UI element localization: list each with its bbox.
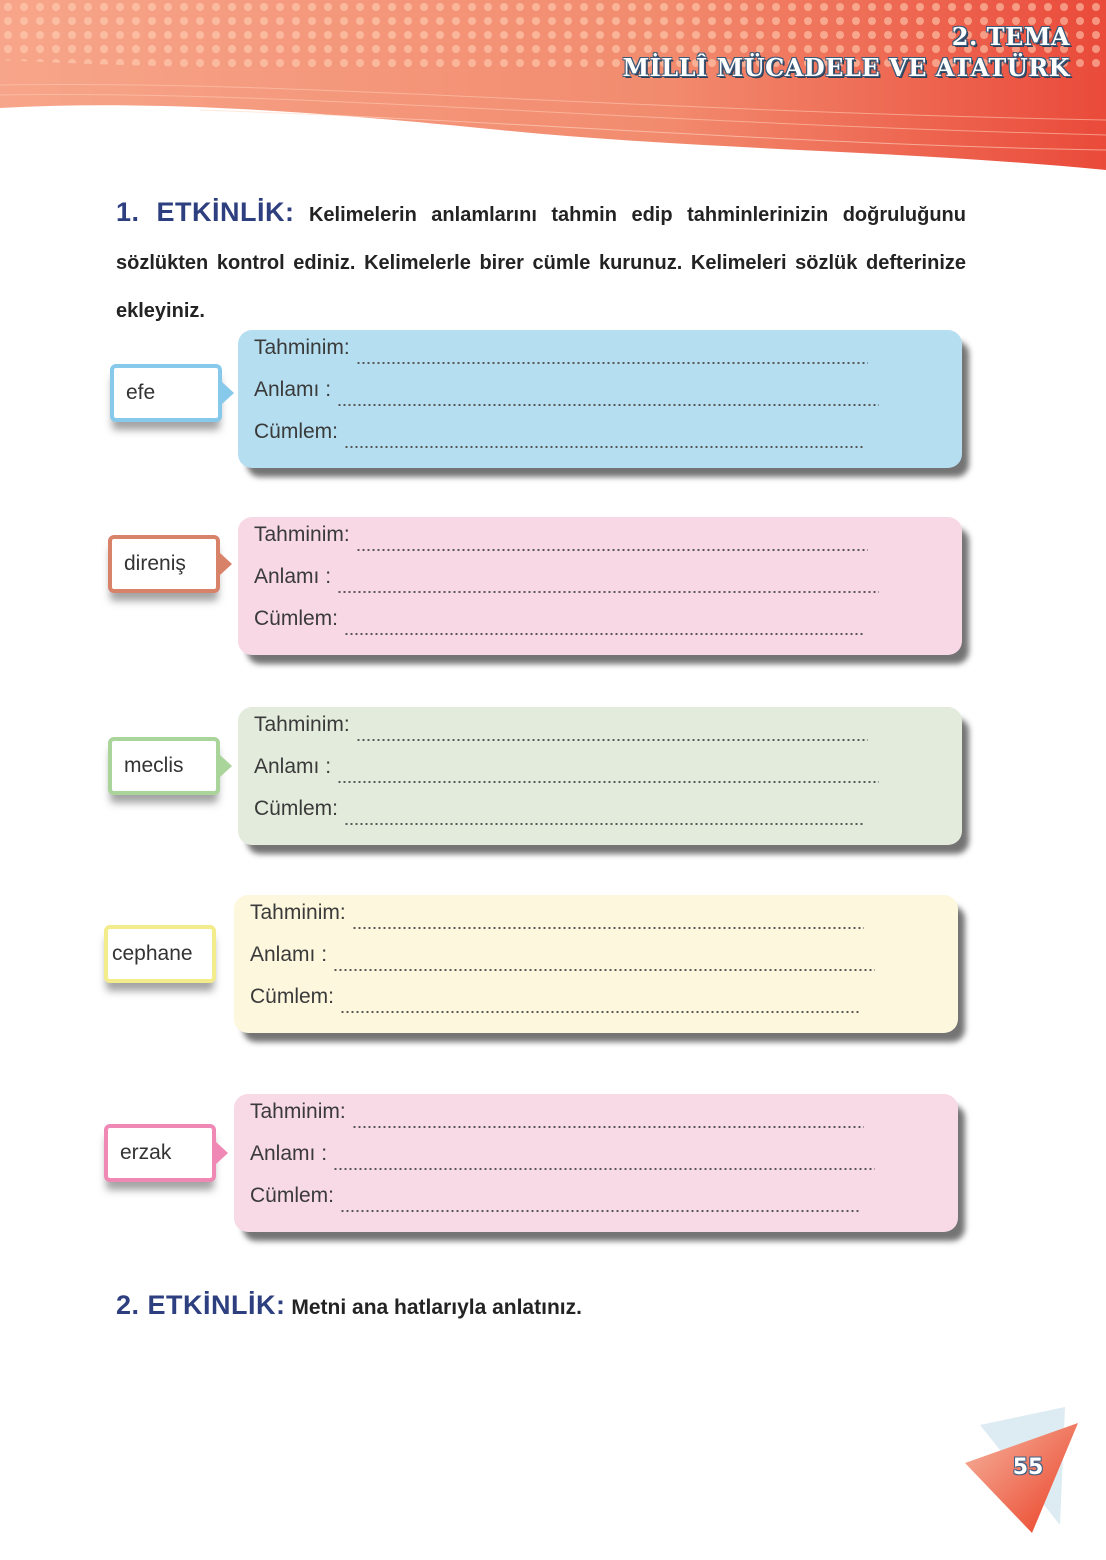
theme-number: 2. TEMA bbox=[951, 22, 1070, 51]
guess-field[interactable]: Tahminim: bbox=[254, 523, 962, 565]
activity-1-text: Kelimelerin anlamlarını tahmin edip tahminlerinizin doğruluğunu sözlükten kontrol ediniz. Kelimelerle birer cümle kurunuz. Kelimeleri sözlük defterinize ekleyiniz. bbox=[116, 204, 966, 322]
meaning-blank[interactable] bbox=[337, 591, 879, 593]
sentence-blank[interactable] bbox=[340, 1011, 860, 1013]
answer-card bbox=[238, 330, 962, 468]
meaning-field[interactable]: Anlamı : bbox=[250, 1142, 958, 1184]
meaning-field[interactable]: Anlamı : bbox=[250, 943, 958, 985]
meaning-field[interactable]: Anlamı : bbox=[254, 755, 962, 797]
guess-blank[interactable] bbox=[352, 1126, 864, 1128]
page-number: 55 bbox=[1012, 1455, 1044, 1480]
word-row-direnis bbox=[100, 517, 980, 667]
arrow-icon bbox=[220, 755, 232, 777]
word-label: meclis bbox=[124, 754, 184, 777]
word-tag bbox=[104, 1124, 216, 1182]
sentence-field[interactable]: Cümlem: bbox=[254, 797, 962, 839]
sentence-blank[interactable] bbox=[344, 633, 864, 635]
guess-blank[interactable] bbox=[356, 739, 868, 741]
word-label: direniş bbox=[124, 552, 186, 575]
word-row-erzak bbox=[100, 1094, 980, 1244]
activity-2-text: Metni ana hatlarıyla anlatınız. bbox=[291, 1296, 582, 1319]
word-row-efe bbox=[100, 330, 980, 480]
theme-banner bbox=[0, 0, 1106, 175]
guess-blank[interactable] bbox=[356, 549, 868, 551]
activity-1-label: 1. ETKİNLİK: bbox=[116, 197, 295, 227]
word-label: erzak bbox=[120, 1141, 172, 1164]
sentence-blank[interactable] bbox=[344, 823, 864, 825]
word-tag bbox=[108, 737, 220, 795]
activity-1-instructions bbox=[116, 188, 966, 335]
meaning-field[interactable]: Anlamı : bbox=[254, 378, 962, 420]
guess-blank[interactable] bbox=[356, 362, 868, 364]
sentence-field[interactable]: Cümlem: bbox=[250, 985, 958, 1027]
answer-card bbox=[234, 1094, 958, 1232]
sentence-field[interactable]: Cümlem: bbox=[250, 1184, 958, 1226]
sentence-blank[interactable] bbox=[344, 446, 864, 448]
arrow-icon bbox=[220, 553, 232, 575]
meaning-blank[interactable] bbox=[333, 1168, 875, 1170]
word-tag bbox=[104, 925, 216, 983]
sentence-field[interactable]: Cümlem: bbox=[254, 607, 962, 649]
guess-field[interactable]: Tahminim: bbox=[254, 336, 962, 378]
meaning-blank[interactable] bbox=[337, 781, 879, 783]
meaning-blank[interactable] bbox=[337, 404, 879, 406]
activity-2-instructions bbox=[116, 1290, 582, 1321]
word-row-cephane bbox=[100, 895, 980, 1045]
activity-2-label: 2. ETKİNLİK: bbox=[116, 1290, 286, 1320]
word-label: efe bbox=[126, 381, 156, 404]
word-label: cephane bbox=[112, 942, 193, 965]
answer-card bbox=[238, 707, 962, 845]
guess-field[interactable]: Tahminim: bbox=[254, 713, 962, 755]
answer-card bbox=[234, 895, 958, 1033]
theme-heading bbox=[623, 22, 1071, 84]
guess-blank[interactable] bbox=[352, 927, 864, 929]
word-tag bbox=[110, 364, 222, 422]
arrow-icon bbox=[222, 382, 234, 404]
arrow-icon bbox=[216, 1142, 228, 1164]
meaning-blank[interactable] bbox=[333, 969, 875, 971]
answer-card bbox=[238, 517, 962, 655]
meaning-field[interactable]: Anlamı : bbox=[254, 565, 962, 607]
guess-field[interactable]: Tahminim: bbox=[250, 1100, 958, 1142]
word-tag bbox=[108, 535, 220, 593]
theme-name: MİLLÎ MÜCADELE VE ATATÜRK bbox=[622, 53, 1070, 82]
sentence-blank[interactable] bbox=[340, 1210, 860, 1212]
guess-field[interactable]: Tahminim: bbox=[250, 901, 958, 943]
word-row-meclis bbox=[100, 707, 980, 857]
sentence-field[interactable]: Cümlem: bbox=[254, 420, 962, 462]
